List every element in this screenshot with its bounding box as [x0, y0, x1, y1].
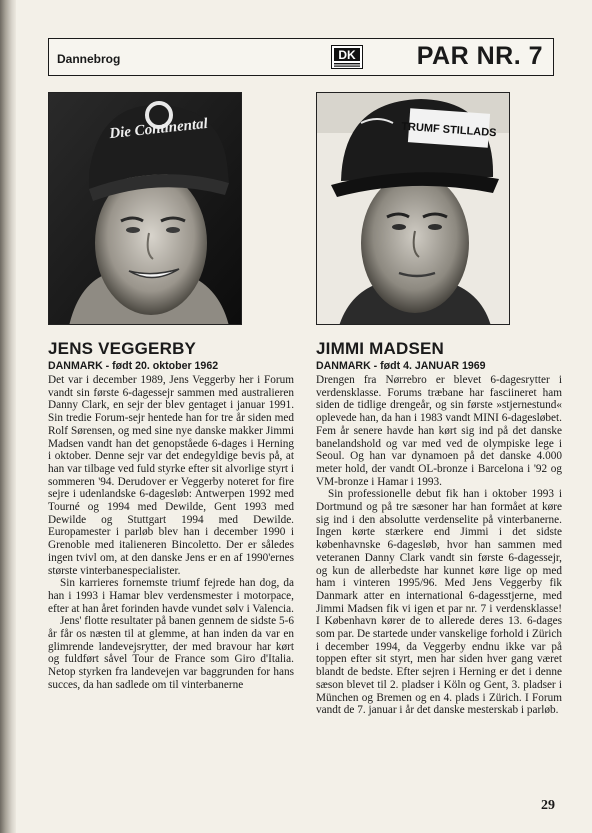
- rider-column-right: [316, 339, 562, 717]
- cap-logo-text: Die Continental: [108, 115, 209, 143]
- bio-paragraph: Jens' flotte resultater på banen gennem de sidste 5-6 år får os næsten til at glemme, at han inden da var en glimrende landevejsrytter, der med bravour har kørt og fuldført såvel Tour de France som Giro d'Italia. Netop styrken fra landevejen var baggrunden for hans succes, da han sadlede om til vinterbanerne: [48, 615, 294, 691]
- page-number: 29: [541, 798, 555, 813]
- page-header: [48, 38, 554, 76]
- brand-label: Dannebrog: [57, 52, 121, 66]
- rider-column-left: [48, 339, 294, 692]
- bio-paragraph: Sin karrieres fornemste triumf fejrede han dog, da han i 1993 i Hamar blev verdensmester i motorpace, efter at han året forinden havde vundet sølv i Valencia.: [48, 577, 294, 615]
- pair-number-title: PAR NR. 7: [416, 42, 543, 70]
- bio-paragraph: Sin professionelle debut fik han i oktober 1993 i Dortmund og på tre sæsoner har han formået at køre sig ind i den absolutte verdenselite på vinterbanerne. Ingen kørte stærkere end Jimmi i det sidste københavnske 6-dagesløb, hvor han sammen med veteranen Danny Clark vandt sin første 6-dagessejr, og kun de allerbedste har kunnet køre lige op med ham i vinteren 1995/96. Med Jens Veggerby fik Danmark atter en international 6-dagesstjerne, med Jimmi Madsen fik vi igen et par nr. 7 i verdensklasse! I København kører de to allerede deres 13. 6-dages som par. De startede under vanskelige forhold i Zürich i december 1994, da Veggerby endnu ikke var på toppen efter sit styrt, men har siden hver gang været blandt de bedste. Efter sejren i Herning er det i denne sæson blevet til 2. pladser i Köln og Gent, 3. pladser i München og Bremen og en 4. plads i Zürich. I Forum vandt de 7. januar i år det danske mesterskab i parløb.: [316, 488, 562, 717]
- cap-sponsor-text: TRUMF STILLADS: [400, 120, 497, 140]
- rider-birth-info: DANMARK - født 20. oktober 1962: [48, 360, 219, 372]
- portrait-jens-veggerby: [48, 92, 242, 325]
- rider-name: JIMMI MADSEN: [316, 339, 445, 358]
- dk-logo-icon: [331, 45, 363, 69]
- rider-birth-info: DANMARK - født 4. JANUAR 1969: [316, 360, 486, 372]
- binding-shadow: [0, 0, 16, 833]
- bio-paragraph: Det var i december 1989, Jens Veggerby her i Forum vandt sin første 6-dagessejr sammen med australieren Danny Clark, en sejr der blev gentaget i januar 1991. Sin tredie Forum-sejr hentede han for tre år siden med Rolf Sørensen, og med sine nye danske makker Jimmi Madsen vandt han det genopståede 6-dages i Herning i oktober. Denne sejr var det endegyldige bevis på, at han var tilbage ved fuld styrke efter sit alvorlige styrt i sommeren '94. Derudover er Veggerby noteret for fire sejre i udenlandske 6-dagesløb: Antwerpen 1992 med Tourné og 1994 med Dewilde, Gent 1993 med Dewilde og Stuttgart 1994 med Dewilde. Europamester i parløb blev han i december 1990 i Grenoble med italieneren Bincoletto. Der er således ingen tvivl om, at den danske Jens er en af 1990'ernes største vinterbanespecialister.: [48, 374, 294, 577]
- bio-paragraph: Drengen fra Nørrebro er blevet 6-dagesrytter i verdensklasse. Forums træbane har fasciineret ham siden de tidlige drengeår, og sin første »stjernestund« oplevede han, da han i 1983 vandt MINI 6-dagesløbet. Fem år senere havde han kørt sig ind på det danske banelandshold og var med ved de olympiske lege i Seoul. Og han var dynamoen på det danske 4.000 meter hold, der vandt OL-bronze i Barcelona i '92 og VM-bronze i Hamar i 1993.: [316, 374, 562, 488]
- rider-name: JENS VEGGERBY: [48, 339, 197, 358]
- portrait-jimmi-madsen: [316, 92, 510, 325]
- rider-biography: [316, 374, 562, 717]
- rider-biography: [48, 374, 294, 692]
- logo-text: DK: [338, 48, 356, 62]
